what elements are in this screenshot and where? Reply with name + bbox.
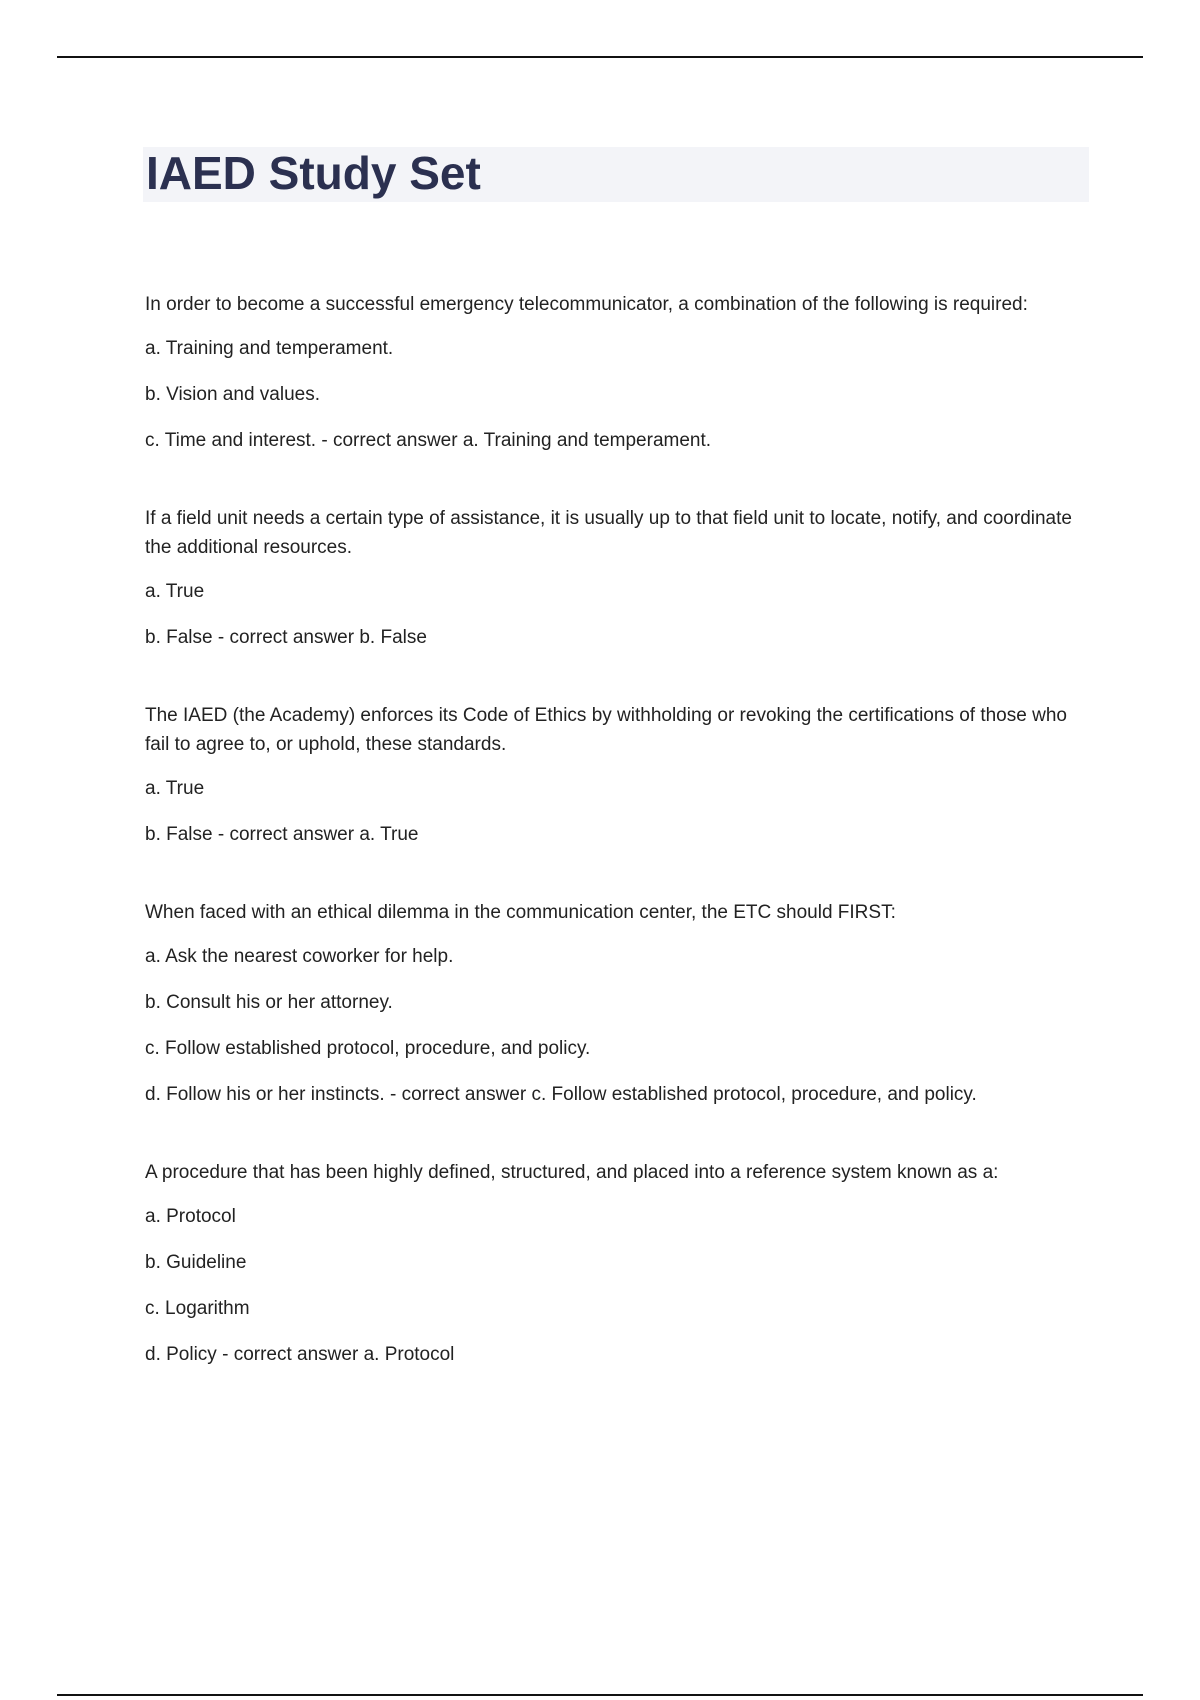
question-text: The IAED (the Academy) enforces its Code of Ethics by withholding or revoking the certifications of those who fail to agree to, or uphold, these standards. — [145, 705, 1067, 755]
answer-option: a. Ask the nearest coworker for help. — [145, 946, 454, 967]
answer-option: c. Follow established protocol, procedure, and policy. — [145, 1038, 591, 1059]
question-block — [145, 701, 1095, 849]
answer-option: d. Follow his or her instincts. - correct answer c. Follow established protocol, procedure, and policy. — [145, 1084, 977, 1105]
answer-option: b. Vision and values. — [145, 384, 320, 405]
question-text: When faced with an ethical dilemma in the communication center, the ETC should FIRST: — [145, 902, 896, 923]
question-block — [145, 504, 1095, 652]
question-list — [145, 290, 1095, 1418]
question-block — [145, 898, 1095, 1109]
answer-option: d. Policy - correct answer a. Protocol — [145, 1344, 455, 1365]
answer-option: c. Logarithm — [145, 1298, 250, 1319]
answer-option: b. Consult his or her attorney. — [145, 992, 393, 1013]
answer-option: a. True — [145, 778, 205, 799]
answer-option: c. Time and interest. - correct answer a. Training and temperament. — [145, 430, 712, 451]
answer-option: a. Protocol — [145, 1206, 236, 1227]
header-rule — [57, 56, 1143, 58]
question-block — [145, 290, 1095, 455]
footer-rule — [57, 1694, 1143, 1696]
answer-option: a. Training and temperament. — [145, 338, 394, 359]
answer-option: b. Guideline — [145, 1252, 247, 1273]
answer-option: a. True — [145, 581, 205, 602]
question-block — [145, 1158, 1095, 1369]
question-text: In order to become a successful emergency telecommunicator, a combination of the following is required: — [145, 294, 1028, 315]
question-text: A procedure that has been highly defined, structured, and placed into a reference system known as a: — [145, 1162, 999, 1183]
answer-option: b. False - correct answer a. True — [145, 824, 419, 845]
question-text: If a field unit needs a certain type of assistance, it is usually up to that field unit to locate, notify, and coordinate the additional resources. — [145, 508, 1072, 558]
page-title: IAED Study Set — [146, 147, 481, 199]
answer-option: b. False - correct answer b. False — [145, 627, 427, 648]
